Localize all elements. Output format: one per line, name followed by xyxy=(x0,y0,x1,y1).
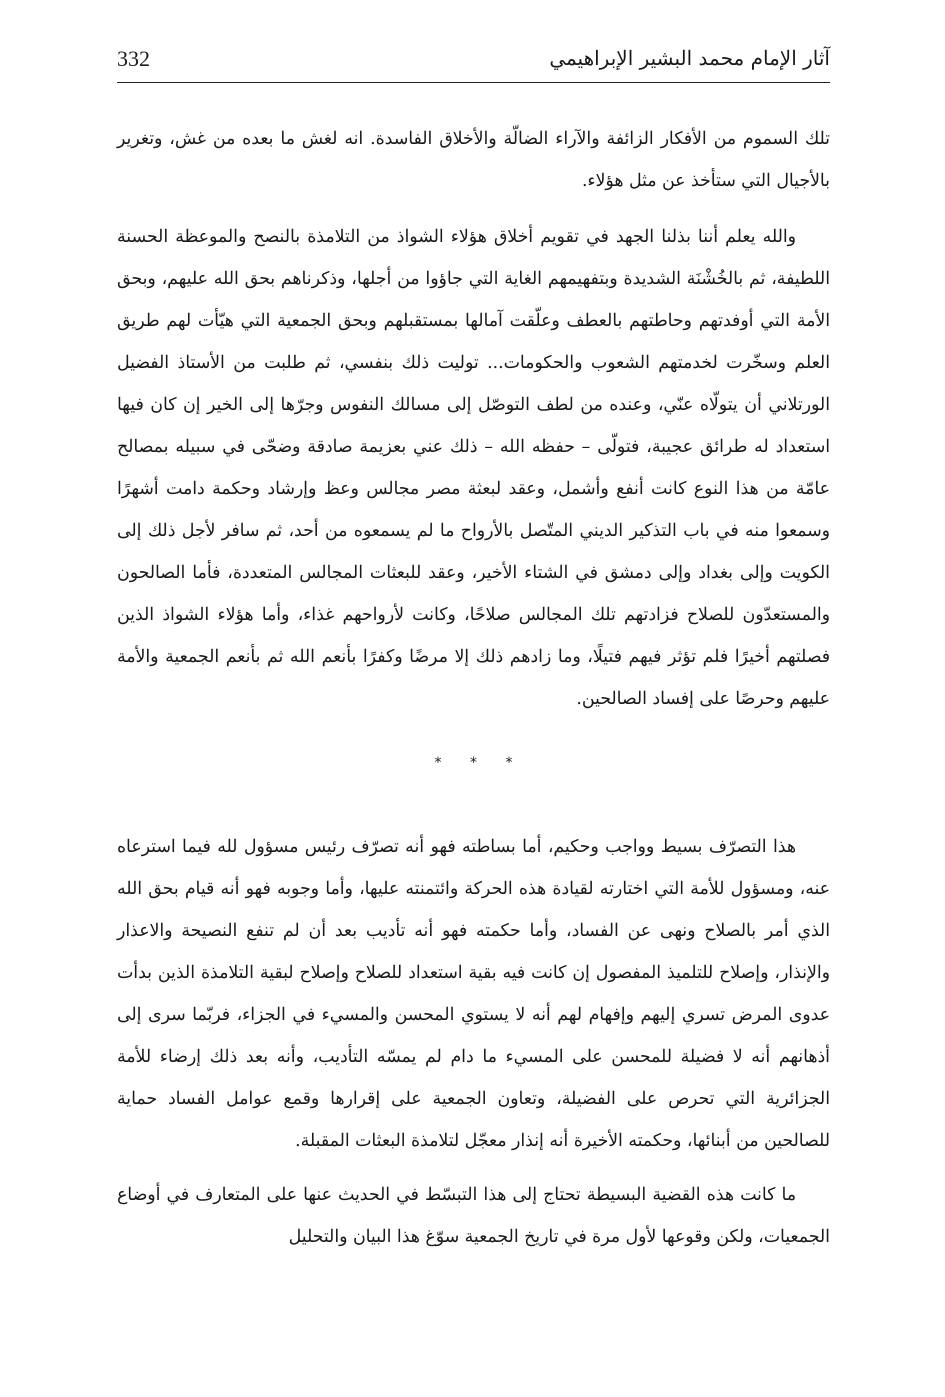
page-header xyxy=(117,44,830,83)
paragraph-1: تلك السموم من الأفكار الزائفة والآراء الضالّة والأخلاق الفاسدة. انه لغش ما بعده من غش، وتغرير بالأجيال التي ستأخذ عن مثل هؤلاء. xyxy=(117,129,830,191)
page-number: 332 xyxy=(117,46,150,71)
paragraph-3: هذا التصرّف بسيط وواجب وحكيم، أما بساطته فهو أنه تصرّف رئيس مسؤول لله فيما استرعاه عنه، ومسؤول للأمة التي اختارته لقيادة هذه الحركة وائتمنته عليها، وأما وجوبه فهو أنه قيام بحق الله الذي أمر بالصلاح ونهى عن الفساد، وأما حكمته فهو أنه تأديب بعد أن لم تنفع النصيحة والاعذار والإنذار، وإصلاح للتلميذ المفصول إن كانت فيه بقية استعداد للصلاح وإصلاح لبقية التلامذة الذين بدأت عدوى المرض تسري إليهم وإفهام لهم أنه لا يستوي المحسن والمسيء في الجزاء، فربّما سرى إلى أذهانهم أنه لا فضيلة للمحسن على المسيء ما دام لم يمسّه التأديب، وأنه بعد ذلك إرضاء للأمة الجزائرية التي تحرص على الفضيلة، وتعاون الجمعية على إقرارها وقمع عوامل الفساد حماية للصالحين من أبنائها، وحكمته الأخيرة أنه إنذار معجّل لتلامذة البعثات المقبلة. xyxy=(117,837,830,1151)
section-divider: * * * xyxy=(434,755,525,771)
paragraph-2: والله يعلم أننا بذلنا الجهد في تقويم أخلاق هؤلاء الشواذ من التلامذة بالنصح والموعظة الحسنة اللطيفة، ثم بالخُشْنَة الشديدة وبتفهيمهم الغاية التي جاؤوا من أجلها، وذكرناهم بحق الله عليهم، وبحق الأمة التي أوفدتهم وحاطتهم بالعطف وعلّقت آمالها بمستقبلهم وبحق الجمعية التي هيّأت لهم طريق العلم وسخّرت لخدمتهم الشعوب والحكومات... توليت ذلك بنفسي، ثم طلبت من الأستاذ الفضيل الورتلاني أن يتولّاه عنّي، وعنده من لطف التوصّل إلى مسالك النفوس وجرّها إلى الخير إن كان فيها استعداد له طرائق عجيبة، فتولّى – حفظه الله – ذلك عني بعزيمة صادقة وضحّى في سبيله بمصالح عامّة من هذا النوع كانت أنفع وأشمل، وعقد لبعثة مصر مجالس وعظ وإرشاد وحكمة دامت أشهرًا وسمعوا منه في باب التذكير الديني المتّصل بالأرواح ما لم يسمعوه من أحد، ثم سافر لأجل ذلك إلى الكويت وإلى بغداد وإلى دمشق في الشتاء الأخير، وعقد للبعثات المجالس المتعددة، فأما الصالحون والمستعدّون للصلاح فزادتهم تلك المجالس صلاحًا، وكانت لأرواحهم غذاء، وأما هؤلاء الشواذ الذين فصلتهم أخيرًا فلم تؤثر فيهم فتيلًا، وما زادهم ذلك إلا مرضًا وكفرًا بأنعم الله ثم بأنعم الجمعية والأمة عليهم وحرصًا على إفساد الصالحين. xyxy=(117,227,830,709)
paragraph-4: ما كانت هذه القضية البسيطة تحتاج إلى هذا التبسّط في الحديث عنها على المتعارف في أوضاع الجمعيات، ولكن وقوعها لأول مرة في تاريخ الجمعية سوّغ هذا البيان والتحليل xyxy=(117,1185,830,1247)
running-title: آثار الإمام محمد البشير الإبراهيمي xyxy=(549,46,830,70)
page-body xyxy=(117,118,830,1258)
